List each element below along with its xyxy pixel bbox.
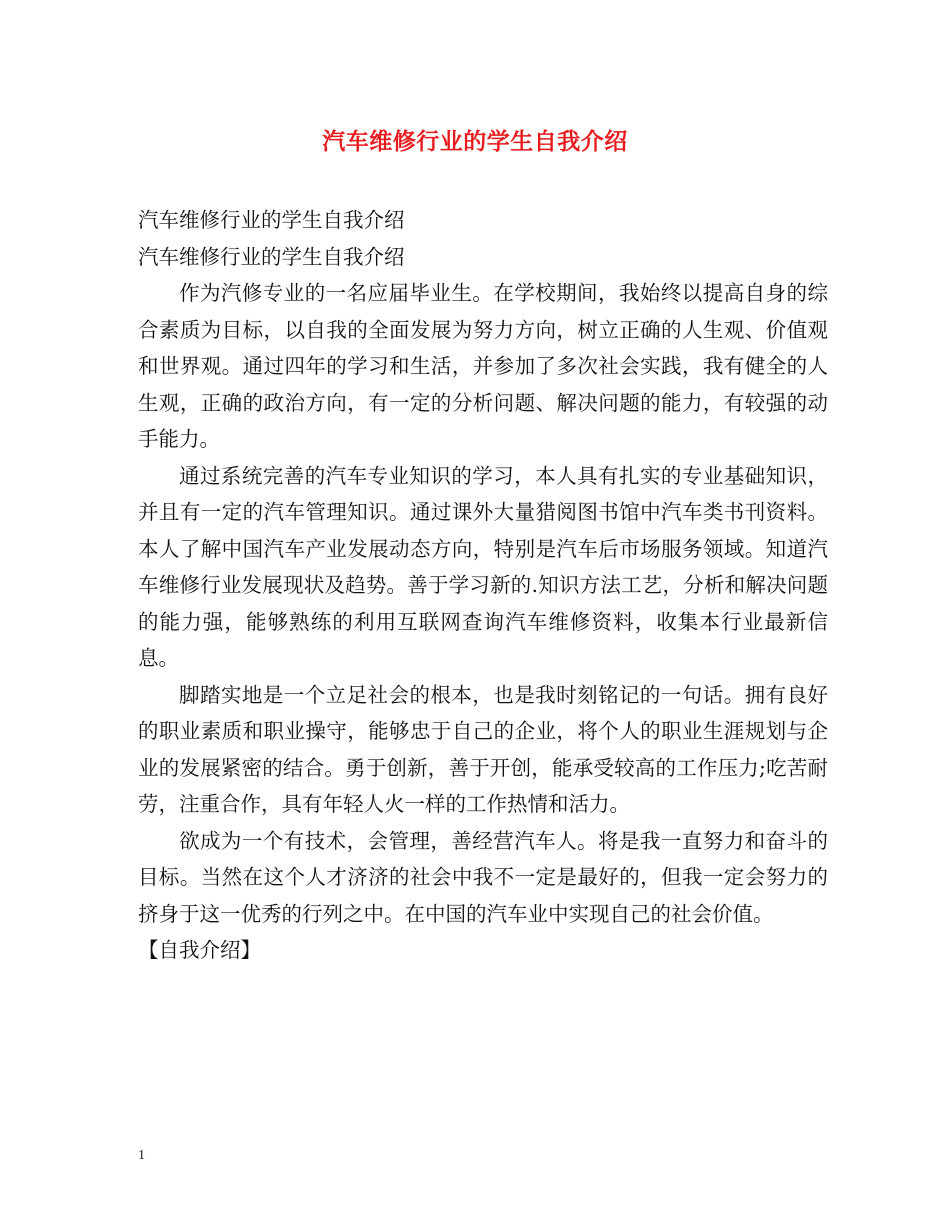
paragraph-2: 通过系统完善的汽车专业知识的学习，本人具有扎实的专业基础知识，并且有一定的汽车管理知识。通过课外大量猎阅图书馆中汽车类书刊资料。本人了解中国汽车产业发展动态方向，特别是汽车后市场服务领域。知道汽车维修行业发展现状及趋势。善于学习新的.知识方法工艺，分析和解决问题的能力强，能够熟练的利用互联网查询汽车维修资料，收集本行业最新信息。 (138, 463, 828, 670)
subheading-2: 汽车维修行业的学生自我介绍 (138, 244, 405, 269)
page-number: 1 (138, 1148, 145, 1163)
document-title: 汽车维修行业的学生自我介绍 (322, 128, 628, 155)
self-intro-tag: 【自我介绍】 (138, 938, 261, 962)
subheading-1: 汽车维修行业的学生自我介绍 (138, 208, 405, 232)
paragraph-4: 欲成为一个有技术，会管理，善经营汽车人。将是我一直努力和奋斗的目标。当然在这个人才济济的社会中我不一定是最好的，但我一定会努力的挤身于这一优秀的行列之中。在中国的汽车业中实现自己的社会价值。 (138, 828, 828, 926)
document-body (138, 202, 828, 969)
paragraph-1: 作为汽修专业的一名应届毕业生。在学校期间，我始终以提高自身的综合素质为目标，以自我的全面发展为努力方向，树立正确的人生观、价值观和世界观。通过四年的学习和生活，并参加了多次社会实践，我有健全的人生观，正确的政治方向，有一定的分析问题、解决问题的能力，有较强的动手能力。 (138, 281, 828, 451)
paragraph-3: 脚踏实地是一个立足社会的根本，也是我时刻铭记的一句话。拥有良好的职业素质和职业操守，能够忠于自己的企业，将个人的职业生涯规划与企业的发展紧密的结合。勇于创新，善于开创，能承受较高的工作压力;吃苦耐劳，注重合作，具有年轻人火一样的工作热情和活力。 (138, 682, 828, 816)
